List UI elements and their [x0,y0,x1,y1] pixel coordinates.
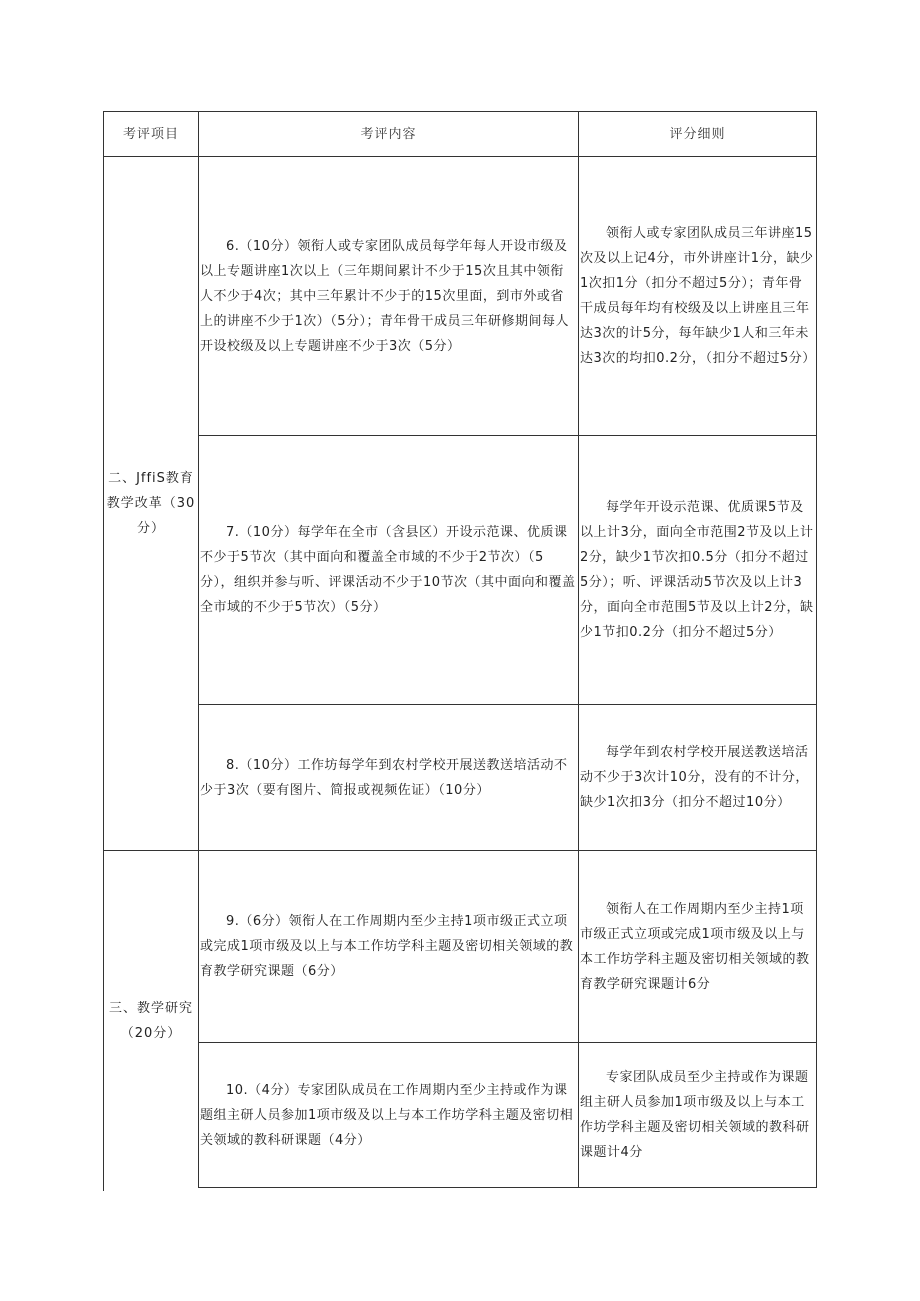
content-item-10 [199,1043,578,1187]
category-teaching-reform [104,157,198,850]
rule-text: 每学年开设示范课、优质课5节及以上计3分，面向全市范围2节及以上计2分，缺少1节次扣0.5分（扣分不超过5分）；听、评课活动5节次及以上计3分，面向全市范围5节及以上计2分，缺少1节扣0.2分（扣分不超过5分） [580,500,814,640]
content-item-7 [199,436,578,704]
content-item-9 [199,851,578,1042]
category-label: 三、教学研究（20分） [108,1001,193,1041]
rule-item-10 [579,1043,816,1187]
header-evaluation-item: 考评项目 [122,126,179,142]
category-label: 二、JffiS教育教学改革（30分） [106,471,196,536]
content-text: 7.（10分）每学年在全市（含县区）开设示范课、优质课不少于5节次（其中面向和覆盖全市域的不少于2节次）（5分），组织并参与听、评课活动不少于10节次（其中面向和覆盖全市域的不少于5节次）（5分） [200,525,576,615]
content-text: 9.（6分）领衔人在工作周期内至少主持1项市级正式立项或完成1项市级及以上与本工作坊学科主题及密切相关领域的教育教学研究课题（6分） [200,914,574,979]
table-partial-bottom-border [198,1187,817,1188]
category-teaching-research [104,851,198,1191]
rule-item-8 [579,705,816,850]
content-item-6 [199,157,578,435]
rule-text: 专家团队成员至少主持或作为课题组主研人员参加1项市级及以上与本工作坊学科主题及密切相关领域的教科研课题计4分 [580,1070,810,1160]
rule-text: 领衔人在工作周期内至少主持1项市级正式立项或完成1项市级及以上与本工作坊学科主题及密切相关领域的教育教学研究课题计6分 [580,901,810,992]
content-item-8 [199,705,578,850]
content-text: 8.（10分）工作坊每学年到农村学校开展送教送培活动不少于3次（要有图片、简报或视频佐证）（10分） [200,757,568,798]
rule-item-6 [579,157,816,435]
header-evaluation-content: 考评内容 [360,126,417,142]
content-text: 6.（10分）领衔人或专家团队成员每学年每人开设市级及以上专题讲座1次以上（三年期间累计不少于15次且其中领衔人不少于4次；其中三年累计不少于的15次里面，到市外或省上的讲座不少于1次）（5分）；青年骨干成员三年研修期间每人开设校级及以上专题讲座不少于3次（5分） [200,238,570,354]
rule-item-9 [579,851,816,1042]
table-right-border [816,111,817,1188]
rule-text: 领衔人或专家团队成员三年讲座15次及以上记4分，市外讲座计1分，缺少1次扣1分（扣分不超过5分）；青年骨干成员每年均有校级及以上讲座且三年达3次的计5分，每年缺少1人和三年未达3次的均扣0.2分，（扣分不超过5分） [580,226,816,366]
rule-item-7 [579,436,816,704]
rule-text: 每学年到农村学校开展送教送培活动不少于3次计10分，没有的不计分，缺少1次扣3分（扣分不超过10分） [580,745,809,810]
header-scoring-rules: 评分细则 [669,126,726,142]
content-text: 10.（4分）专家团队成员在工作周期内至少主持或作为课题组主研人员参加1项市级及以上与本工作坊学科主题及密切相关领域的教科研课题（4分） [200,1082,574,1148]
